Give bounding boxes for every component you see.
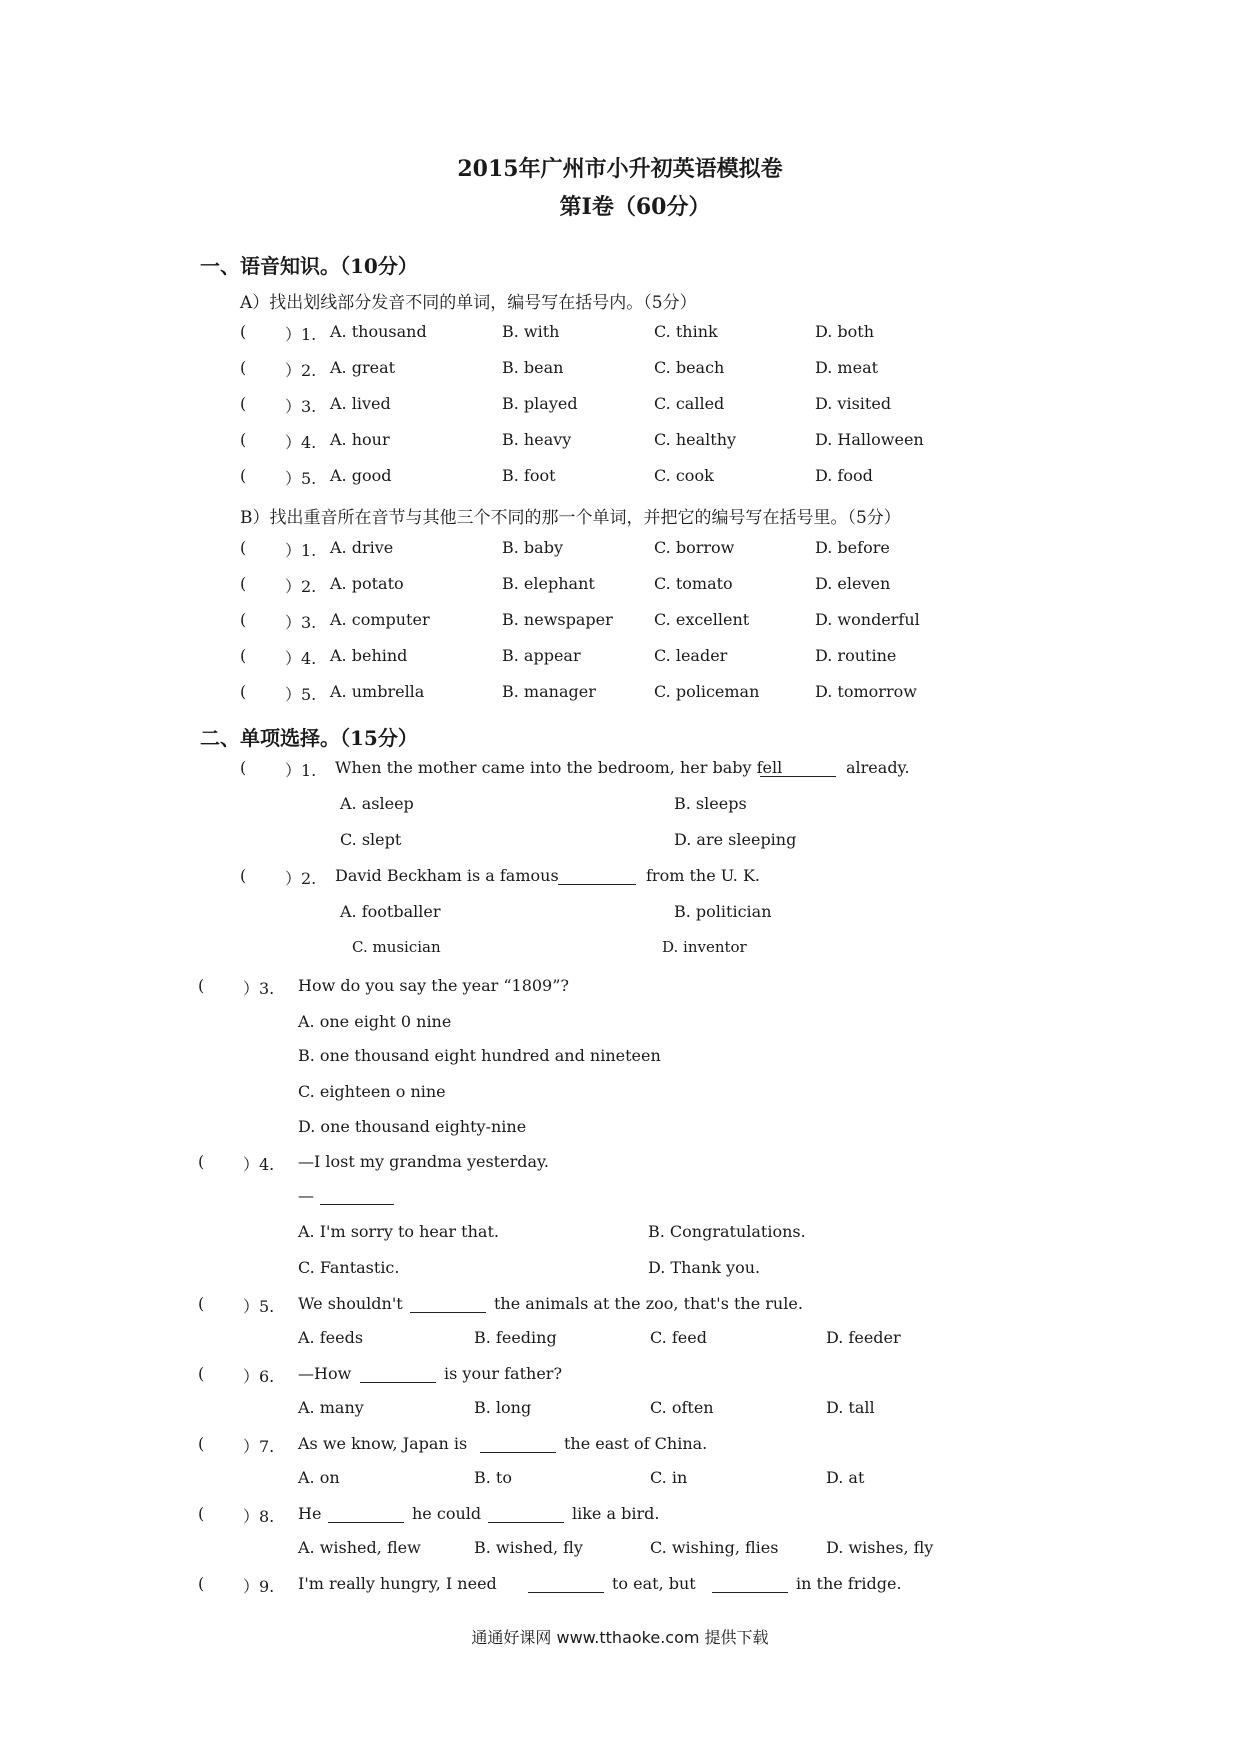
option-c: C. policeman — [654, 682, 760, 701]
answer-bracket[interactable]: ( — [240, 758, 247, 777]
option-d: D. meat — [815, 358, 879, 377]
option-a: A. computer — [330, 610, 430, 629]
option-c: C. musician — [352, 938, 441, 956]
question-number: ）3. — [243, 979, 275, 998]
question-stem: How do you say the year “1809”? — [298, 976, 569, 995]
option-a: A. one eight 0 nine — [298, 1012, 452, 1031]
option-c: C. feed — [650, 1328, 707, 1347]
option-b: B. long — [474, 1398, 532, 1417]
option-a: A. great — [330, 358, 396, 377]
option-b: B. newspaper — [502, 610, 613, 629]
question-stem-end: in the fridge. — [796, 1574, 902, 1593]
answer-blank[interactable] — [320, 1190, 394, 1205]
option-a: A. many — [298, 1398, 364, 1417]
list-item — [240, 646, 940, 670]
question-1 — [240, 758, 960, 782]
question-2-options — [340, 902, 940, 926]
option-a: A. asleep — [340, 794, 414, 813]
option-a: A. feeds — [298, 1328, 364, 1347]
option-d: D. at — [826, 1468, 865, 1487]
question-stem-end: the animals at the zoo, that's the rule. — [494, 1294, 803, 1313]
option-a: A. footballer — [340, 902, 441, 921]
option-c: C. often — [650, 1398, 714, 1417]
option-a: A. on — [298, 1468, 340, 1487]
option-d: D. wishes, fly — [826, 1538, 934, 1557]
question-1-options — [340, 794, 940, 818]
answer-bracket[interactable]: ( — [240, 866, 247, 885]
question-stem-end: the east of China. — [564, 1434, 708, 1453]
option-c: C. healthy — [654, 430, 737, 449]
question-6 — [198, 1364, 918, 1388]
question-stem-mid: he could — [412, 1504, 482, 1523]
question-number: ）3. — [285, 613, 317, 632]
option-d: D. eleven — [815, 574, 891, 593]
answer-blank[interactable] — [328, 1508, 404, 1523]
option-b: B. played — [502, 394, 578, 413]
answer-bracket[interactable]: ( — [240, 646, 247, 665]
list-item — [240, 394, 940, 418]
option-c: C. excellent — [654, 610, 750, 629]
list-item — [240, 358, 940, 382]
option-c: C. think — [654, 322, 718, 341]
answer-blank[interactable] — [488, 1508, 564, 1523]
list-item — [240, 574, 940, 598]
option-b: B. Congratulations. — [648, 1222, 806, 1241]
option-b: B. appear — [502, 646, 581, 665]
question-4-reply — [298, 1186, 498, 1210]
option-c: C. tomato — [654, 574, 733, 593]
answer-bracket[interactable]: ( — [240, 322, 247, 341]
option-d: D. both — [815, 322, 875, 341]
question-stem-end: like a bird. — [572, 1504, 660, 1523]
question-number: ）5. — [285, 469, 317, 488]
option-c: C. in — [650, 1468, 688, 1487]
question-number: ）1. — [285, 761, 317, 780]
answer-blank[interactable] — [410, 1298, 486, 1313]
option-a: A. umbrella — [330, 682, 425, 701]
option-b: B. heavy — [502, 430, 572, 449]
option-b: B. baby — [502, 538, 563, 557]
answer-bracket[interactable]: ( — [240, 682, 247, 701]
question-number: ）5. — [243, 1297, 275, 1316]
option-a: A. behind — [330, 646, 408, 665]
question-number: ）4. — [285, 649, 317, 668]
part2-heading: 二、单项选择。（15分） — [200, 726, 418, 750]
option-a: A. lived — [330, 394, 391, 413]
answer-bracket[interactable]: ( — [198, 1152, 205, 1171]
question-2-options — [352, 938, 952, 962]
answer-bracket[interactable]: ( — [198, 1294, 205, 1313]
question-4-options — [298, 1222, 898, 1246]
footer-credit: 通通好课网 www.tthaoke.com 提供下载 — [471, 1628, 769, 1647]
question-number: ）7. — [243, 1437, 275, 1456]
page-subtitle: 第I卷（60分） — [559, 194, 711, 220]
question-7-options — [298, 1468, 958, 1492]
section-a-instruction: A）找出划线部分发音不同的单词，编号写在括号内。（5分） — [240, 293, 697, 313]
option-d: D. one thousand eighty-nine — [298, 1117, 527, 1136]
question-stem: When the mother came into the bedroom, her baby fell — [335, 758, 783, 777]
option-b: B. politician — [674, 902, 772, 921]
answer-blank[interactable] — [712, 1578, 788, 1593]
option-c: C. called — [654, 394, 725, 413]
option-a: A. good — [330, 466, 392, 485]
option-d: D. food — [815, 466, 873, 485]
list-item — [240, 682, 940, 706]
question-stem: —How — [298, 1364, 352, 1383]
question-number: ）4. — [285, 433, 317, 452]
answer-blank[interactable] — [558, 870, 636, 885]
option-d: D. tall — [826, 1398, 875, 1417]
part1-heading: 一、语音知识。（10分） — [200, 254, 418, 278]
option-b: B. manager — [502, 682, 596, 701]
option-a: A. drive — [330, 538, 394, 557]
question-number: ）2. — [285, 577, 317, 596]
option-c: C. Fantastic. — [298, 1258, 400, 1277]
question-number: ）2. — [285, 869, 317, 888]
question-stem: David Beckham is a famous — [335, 866, 559, 885]
answer-bracket[interactable]: ( — [240, 538, 247, 557]
answer-blank[interactable] — [480, 1438, 556, 1453]
option-b: B. wished, fly — [474, 1538, 583, 1557]
question-number: ）8. — [243, 1507, 275, 1526]
option-a: A. hour — [330, 430, 390, 449]
question-number: ）4. — [243, 1155, 275, 1174]
question-number: ）5. — [285, 685, 317, 704]
reply-dash: — — [298, 1186, 314, 1205]
question-5 — [198, 1294, 918, 1318]
question-number: ）6. — [243, 1367, 275, 1386]
answer-bracket[interactable]: ( — [240, 394, 247, 413]
option-c: C. wishing, flies — [650, 1538, 779, 1557]
answer-blank[interactable] — [760, 762, 836, 777]
option-a: A. I'm sorry to hear that. — [298, 1222, 499, 1241]
list-item — [240, 466, 940, 490]
question-2 — [240, 866, 960, 890]
question-4-options — [298, 1258, 898, 1282]
option-d: D. are sleeping — [674, 830, 797, 849]
answer-bracket[interactable]: ( — [240, 466, 247, 485]
question-stem-end: is your father? — [444, 1364, 563, 1383]
option-b: B. with — [502, 322, 560, 341]
option-d: D. Halloween — [815, 430, 924, 449]
option-d: D. inventor — [662, 938, 747, 956]
list-item — [240, 430, 940, 454]
option-b: B. foot — [502, 466, 556, 485]
option-c: C. borrow — [654, 538, 735, 557]
option-b: B. one thousand eight hundred and nineteen — [298, 1046, 661, 1065]
answer-bracket[interactable]: ( — [198, 1504, 205, 1523]
option-c: C. cook — [654, 466, 714, 485]
option-c: C. slept — [340, 830, 402, 849]
answer-bracket[interactable]: ( — [240, 358, 247, 377]
option-a: A. thousand — [330, 322, 427, 341]
question-stem: We shouldn't — [298, 1294, 403, 1313]
question-number: ）1. — [285, 325, 317, 344]
answer-bracket[interactable]: ( — [198, 976, 205, 995]
list-item — [240, 610, 940, 634]
question-6-options — [298, 1398, 958, 1422]
question-stem: As we know, Japan is — [298, 1434, 468, 1453]
answer-bracket[interactable]: ( — [240, 610, 247, 629]
answer-bracket[interactable]: ( — [198, 1574, 205, 1593]
question-1-options — [340, 830, 940, 854]
option-c: C. beach — [654, 358, 725, 377]
option-a: A. potato — [330, 574, 404, 593]
option-d: D. before — [815, 538, 890, 557]
option-b: B. sleeps — [674, 794, 747, 813]
question-stem: —I lost my grandma yesterday. — [298, 1152, 549, 1171]
option-b: B. bean — [502, 358, 564, 377]
option-d: D. routine — [815, 646, 897, 665]
question-stem: I'm really hungry, I need — [298, 1574, 497, 1593]
page-title: 2015年广州市小升初英语模拟卷 — [457, 156, 783, 182]
question-number: ）1. — [285, 541, 317, 560]
list-item — [240, 538, 940, 562]
question-5-options — [298, 1328, 958, 1352]
answer-blank[interactable] — [360, 1368, 436, 1383]
question-7 — [198, 1434, 918, 1458]
question-stem-mid: to eat, but — [612, 1574, 696, 1593]
option-d: D. Thank you. — [648, 1258, 761, 1277]
option-d: D. feeder — [826, 1328, 901, 1347]
answer-bracket[interactable]: ( — [240, 430, 247, 449]
option-d: D. visited — [815, 394, 892, 413]
answer-blank[interactable] — [528, 1578, 604, 1593]
list-item — [240, 322, 940, 346]
answer-bracket[interactable]: ( — [198, 1364, 205, 1383]
option-a: A. wished, flew — [298, 1538, 421, 1557]
question-3 — [198, 976, 918, 1000]
option-b: B. to — [474, 1468, 512, 1487]
answer-bracket[interactable]: ( — [240, 574, 247, 593]
question-number: ）2. — [285, 361, 317, 380]
option-d: D. wonderful — [815, 610, 920, 629]
option-b: B. elephant — [502, 574, 595, 593]
section-b-instruction: B）找出重音所在音节与其他三个不同的那一个单词，并把它的编号写在括号里。（5分） — [240, 508, 901, 528]
option-b: B. feeding — [474, 1328, 557, 1347]
question-stem-end: already. — [846, 758, 910, 777]
question-8-options — [298, 1538, 978, 1562]
question-4 — [198, 1152, 918, 1176]
question-9 — [198, 1574, 958, 1598]
question-stem: He — [298, 1504, 322, 1523]
option-c: C. eighteen o nine — [298, 1082, 446, 1101]
question-number: ）9. — [243, 1577, 275, 1596]
option-c: C. leader — [654, 646, 728, 665]
question-number: ）3. — [285, 397, 317, 416]
option-d: D. tomorrow — [815, 682, 917, 701]
question-stem-end: from the U. K. — [646, 866, 760, 885]
answer-bracket[interactable]: ( — [198, 1434, 205, 1453]
question-8 — [198, 1504, 918, 1528]
